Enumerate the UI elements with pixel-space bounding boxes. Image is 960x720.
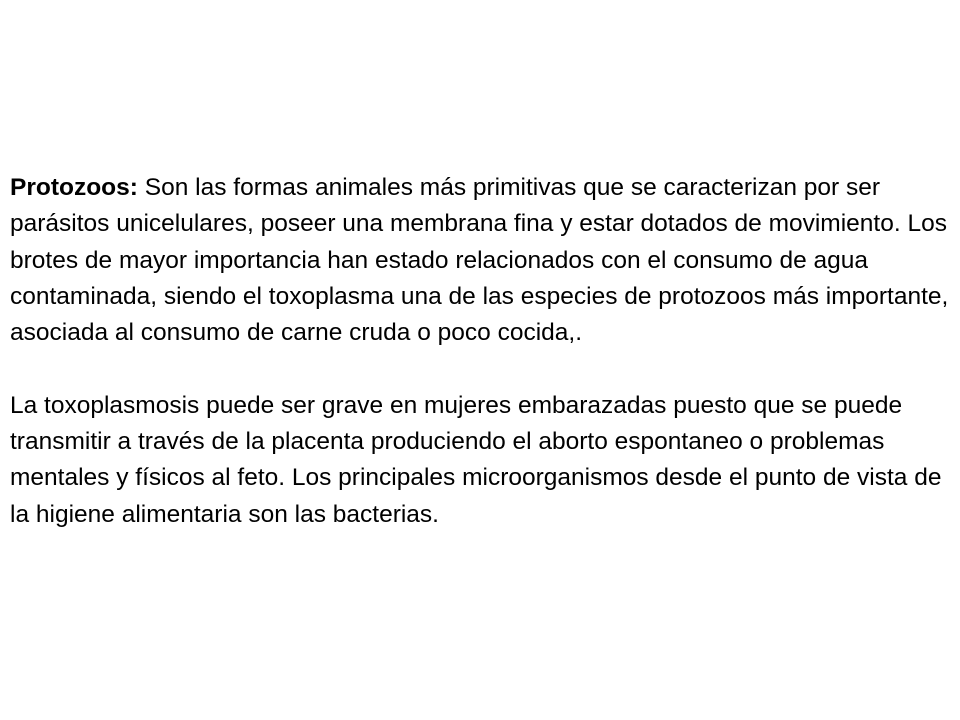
term-protozoos: Protozoos: [10, 174, 138, 201]
paragraph-toxoplasmosis-text: La toxoplasmosis puede ser grave en mujeres embarazadas puesto que se puede transmitir a través de la placenta produciendo el aborto espontaneo o problemas mentales y físicos al feto. Los principales microorganismos desde el punto de vista de la higiene alimentaria son las bacterias. [10, 391, 942, 528]
text-body [10, 170, 955, 533]
paragraph-protozoos [10, 170, 955, 351]
paragraph-protozoos-text: Son las formas animales más primitivas que se caracterizan por ser parásitos unicelulares, poseer una membrana fina y estar dotados de movimiento. Los brotes de mayor importancia han estado relacionados con el consumo de agua contaminada, siendo el toxoplasma una de las especies de protozoos más importante, asociada al consumo de carne cruda o poco cocida,. [10, 174, 949, 347]
paragraph-toxoplasmosis [10, 388, 955, 533]
